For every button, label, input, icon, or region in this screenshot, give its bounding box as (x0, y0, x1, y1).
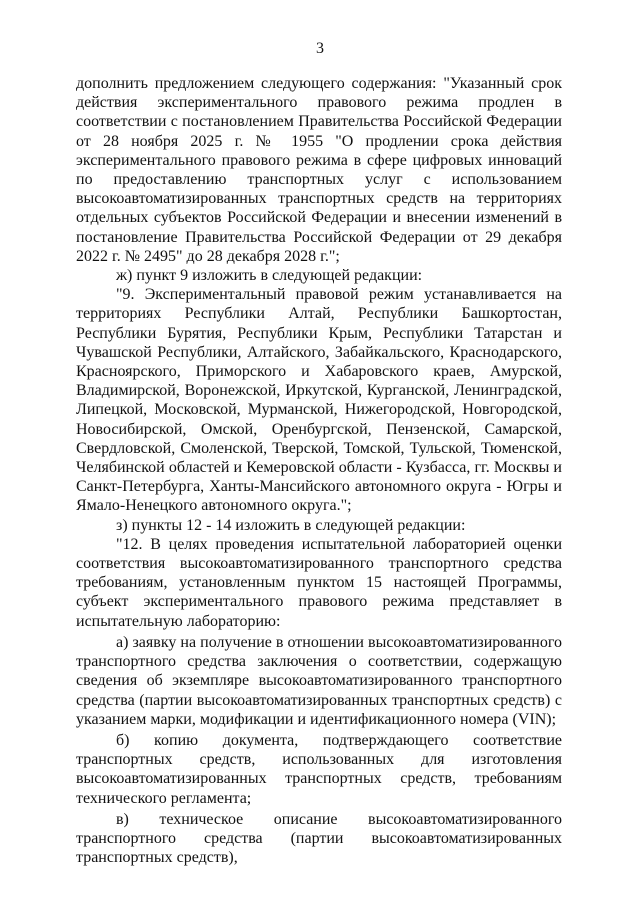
paragraph-subitem-a: а) заявку на получение в отношении высокоавтоматизированного транспортного средства заключения о соответствии, содержащую сведения об экземпляре высокоавтоматизированного транспортного средства (партии высокоавтоматизированных транспортных средств) с указанием марки, модификации и идентификационного номера (VIN); (76, 633, 562, 728)
paragraph-point-12: "12. В целях проведения испытательной лабораторией оценки соответствия высокоавтоматизированного транспортного средства требованиям, установленным пунктом 15 настоящей Программы, субъект экспериментального правового режима представляет в испытательную лабораторию: (76, 535, 562, 630)
paragraph-subitem-b: б) копию документа, подтверждающего соответствие транспортных средств, использованных для изготовления высокоавтоматизированных транспортных средств, требованиям технического регламента; (76, 731, 562, 807)
paragraph-amendment-text: дополнить предложением следующего содержания: "Указанный срок действия экспериментального правового режима продлен в соответствии с постановлением Правительства Российской Федерации от 28 ноября 2025 г. № 1955 "О продлении срока действия экспериментального правового режима в сфере цифровых инноваций по предоставлению транспортных услуг с использованием высокоавтоматизированных транспортных средств на территориях отдельных субъектов Российской Федерации и внесении изменений в постановление Правительства Российской Федерации от 29 декабря 2022 г. № 2495" до 28 декабря 2028 г."; (76, 75, 562, 265)
page-number: 3 (316, 40, 324, 57)
paragraph-item-z: з) пункты 12 - 14 изложить в следующей редакции: (116, 516, 466, 534)
paragraph-item-zh: ж) пункт 9 изложить в следующей редакции: (116, 267, 423, 285)
paragraph-point-9: "9. Экспериментальный правовой режим устанавливается на территориях Республики Алтай, Республики Башкортостан, Республики Бурятия, Республики Крым, Республики Татарстан и Чувашской Республики, Алтайского, Забайкальского, Краснодарского, Красноярского, Приморского и Хабаровского краев, Амурской, Владимирской, Воронежской, Иркутской, Курганской, Ленинградской, Липецкой, Московской, Мурманской, Нижегородской, Новгородской, Новосибирской, Омской, Оренбургской, Пензенской, Самарской, Свердловской, Смоленской, Тверской, Томской, Тульской, Тюменской, Челябинской областей и Кемеровской области - Кузбасса, гг. Москвы и Санкт-Петербурга, Ханты-Мансийского автономного округа - Югры и Ямало-Ненецкого автономного округа."; (76, 286, 562, 515)
paragraph-subitem-v: в) техническое описание высокоавтоматизированного транспортного средства (партии высокоавтоматизированных транспортных средств), (76, 810, 562, 867)
document-body (76, 74, 562, 867)
